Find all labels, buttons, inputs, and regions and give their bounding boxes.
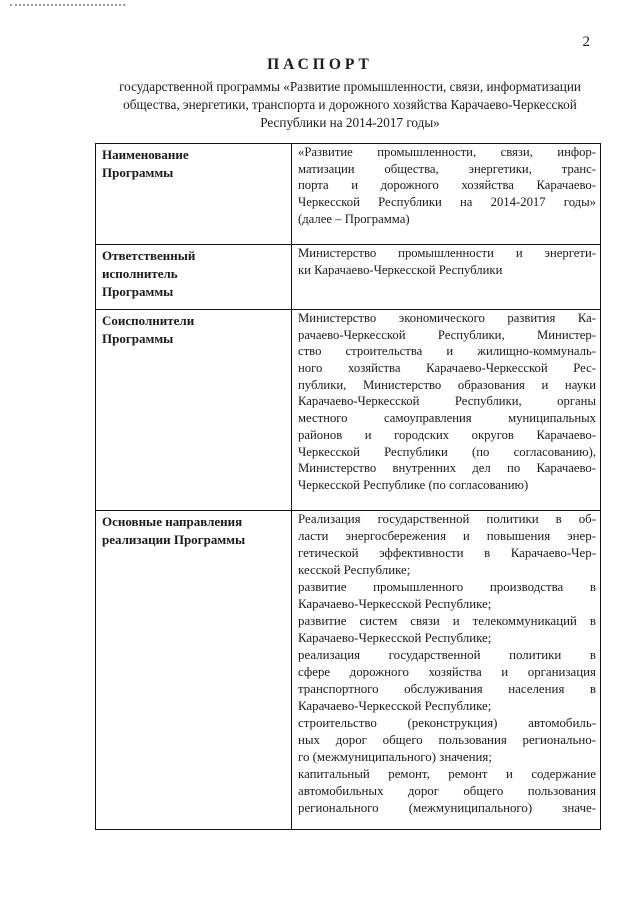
row-value-main-directions (292, 511, 601, 830)
text-line: Министерство экономического развития Ка- (298, 311, 596, 325)
table-row (96, 511, 601, 830)
row-value-responsible-executor (292, 245, 601, 310)
text-line: Карачаево-Черкесской Республики, органы (298, 394, 596, 409)
text-line: Карачаево-Черкесской Республике; (298, 699, 492, 713)
text-line: регионального (межмуниципального) значе- (298, 801, 596, 815)
scan-edge-mark (10, 4, 125, 6)
text-line: Черкесской Республики (по согласованию), (298, 444, 596, 459)
text-line: гетической эффективности в Карачаево-Чер- (298, 546, 596, 560)
text-line: (далее – Программа) (298, 211, 410, 226)
row-value-co-executors (292, 310, 601, 511)
text-line: Черкесской Республике (по согласованию) (298, 477, 529, 492)
text-line: Реализация государственной политики в об- (298, 512, 596, 526)
text-line: ного хозяйства Карачаево-Черкесской Рес- (298, 361, 596, 376)
text-line: матизации общества, энергетики, транс- (298, 161, 596, 176)
table-row (96, 310, 601, 511)
passport-table (95, 143, 601, 830)
text-line: транспортного обслуживания населения в (298, 682, 596, 696)
row-label-co-executors: Соисполнители Программы (96, 310, 292, 511)
text-line: ство строительства и жилищно-коммуналь- (298, 344, 596, 359)
text-line: порта и дорожного хозяйства Карачаево- (298, 178, 596, 193)
text-line: Карачаево-Черкесской Республике; (298, 631, 492, 645)
text-line: «Развитие промышленности, связи, инфор- (298, 145, 596, 159)
text-line: районов и городских округов Карачаево- (298, 427, 596, 442)
text-line: капитальный ремонт, ремонт и содержание (298, 767, 596, 781)
document-title: ПАСПОРТ (267, 56, 373, 73)
text-line: местного самоуправления муниципальных (298, 411, 596, 426)
document-subtitle: государственной программы «Развитие промышленности, связи, информатизации общества, энергетики, транспорта и дорожного хозяйства Карачаево-Черкесской Республики на 2014-2017 годы» (119, 79, 581, 130)
text-line: Министерство промышленности и энергети- (298, 246, 596, 260)
table-row (96, 245, 601, 310)
table-row (96, 144, 601, 245)
text-line: го (межмуниципального) значения; (298, 750, 492, 764)
text-line: развитие промышленного производства в (298, 580, 596, 594)
text-line: автомобильных дорог общего пользования (298, 784, 596, 798)
text-line: кесской Республике; (298, 563, 411, 577)
text-line: ки Карачаево-Черкесской Республики (298, 262, 503, 277)
text-line: Черкесской Республики на 2014-2017 годы» (298, 195, 596, 210)
text-line: ласти энергосбережения и повышения энер- (298, 529, 596, 543)
row-label-main-directions: Основные направления реализации Программы (96, 511, 292, 830)
text-line: строительство (реконструкция) автомобиль- (298, 716, 596, 730)
text-line: публики, Министерство образования и науки (298, 377, 596, 392)
text-line: рачаево-Черкесской Республики, Министер- (298, 327, 596, 342)
row-label-responsible-executor: Ответственный исполнитель Программы (96, 245, 292, 310)
text-line: реализация государственной политики в (298, 648, 596, 662)
row-value-program-name (292, 144, 601, 245)
page-number: 2 (582, 34, 590, 50)
text-line: развитие систем связи и телекоммуникаций в (298, 614, 596, 628)
text-line: ных дорог общего пользования регионально- (298, 733, 596, 747)
row-label-program-name: Наименование Программы (96, 144, 292, 245)
text-line: Министерство внутренних дел по Карачаево- (298, 461, 596, 476)
text-line: Карачаево-Черкесской Республике; (298, 597, 492, 611)
text-line: сфере дорожного хозяйства и организация (298, 665, 596, 679)
